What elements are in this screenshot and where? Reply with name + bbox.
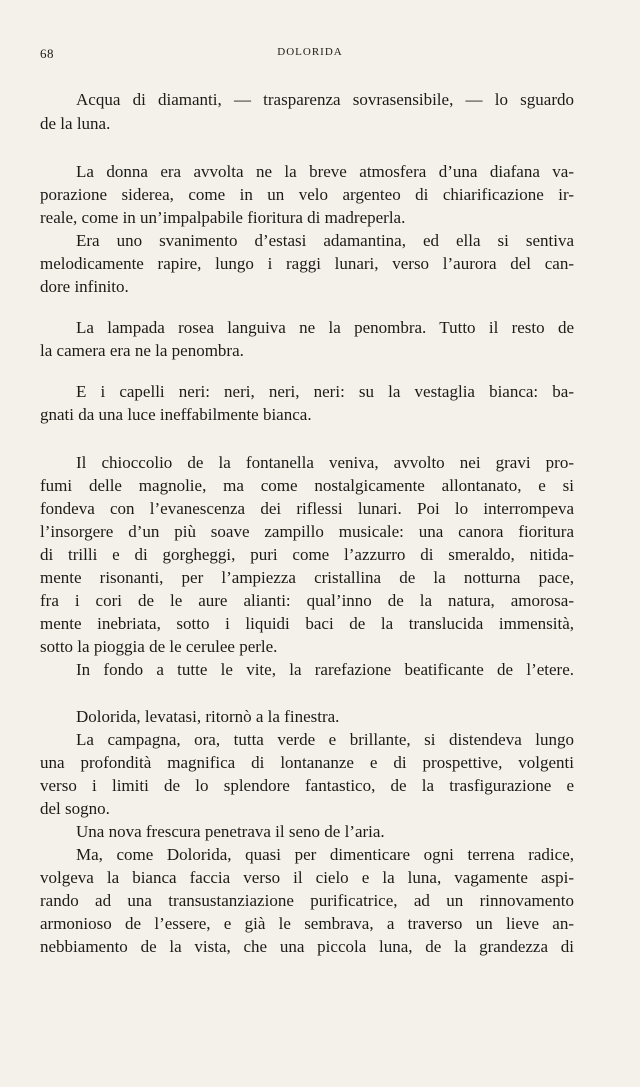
text-line: una profondità magnifica di lontananze e di prospettive, volgenti (40, 753, 574, 772)
text-line: verso i limiti de lo splendore fantastico, de la trasfigurazione e (40, 776, 574, 795)
text-line: nebbiamento de la vista, che una piccola luna, de la grandezza di (40, 937, 574, 956)
text-line: fra i cori de le aure alianti: qual’inno de la natura, amorosa- (40, 591, 574, 610)
text-line: Il chioccolio de la fontanella veniva, avvolto nei gravi pro- (76, 453, 574, 472)
text-line: Dolorida, levatasi, ritornò a la finestra. (76, 707, 340, 726)
text-line: Ma, come Dolorida, quasi per dimenticare ogni terrena radice, (76, 845, 574, 864)
text-line: l’insorgere d’un più soave zampillo musicale: una canora fioritura (40, 522, 574, 541)
text-line: fondeva con l’evanescenza dei riflessi lunari. Poi lo interrompeva (40, 499, 574, 518)
page-header (40, 46, 580, 66)
text-line: volgeva la bianca faccia verso il cielo e la luna, vagamente aspi- (40, 868, 574, 887)
text-line: mente inebriata, sotto i liquidi baci de la translucida immensità, (40, 614, 574, 633)
text-line: dore infinito. (40, 277, 129, 296)
text-line: Acqua di diamanti, — trasparenza sovrasensibile, — lo sguardo (76, 90, 574, 109)
text-line: Era uno svanimento d’estasi adamantina, ed ella si sentiva (76, 231, 574, 250)
text-line: rando ad una transustanziazione purificatrice, ad un rinnovamento (40, 891, 574, 910)
text-line: porazione siderea, come in un velo argenteo di chiarificazione ir- (40, 185, 574, 204)
text-line: la camera era ne la penombra. (40, 341, 244, 360)
page-number: 68 (40, 46, 54, 61)
text-line: sotto la pioggia de le cerulee perle. (40, 637, 278, 656)
text-line: melodicamente rapire, lungo i raggi lunari, verso l’aurora del can- (40, 254, 574, 273)
text-line: del sogno. (40, 799, 110, 818)
text-line: Una nova frescura penetrava il seno de l’aria. (76, 822, 385, 841)
text-line: gnati da una luce ineffabilmente bianca. (40, 405, 312, 424)
text-line: La lampada rosea languiva ne la penombra. Tutto il resto de (76, 318, 574, 337)
text-line: La campagna, ora, tutta verde e brillante, si distendeva lungo (76, 730, 574, 749)
text-line: de la luna. (40, 114, 111, 133)
text-line: di trilli e di gorgheggi, puri come l’azzurro di smeraldo, nitida- (40, 545, 574, 564)
text-line: In fondo a tutte le vite, la rarefazione beatificante de l’etere. (76, 660, 574, 679)
text-line: La donna era avvolta ne la breve atmosfera d’una diafana va- (76, 162, 574, 181)
text-line: E i capelli neri: neri, neri, neri: su la vestaglia bianca: ba- (76, 382, 574, 401)
text-line: mente risonanti, per l’ampiezza cristallina de la notturna pace, (40, 568, 574, 587)
text-line: armonioso de l’essere, e già le sembrava, a traverso un lieve an- (40, 914, 574, 933)
running-head: DOLORIDA (277, 46, 343, 58)
text-line: fumi delle magnolie, ma come nostalgicamente allontanato, e si (40, 476, 574, 495)
text-line: reale, come in un’impalpabile fioritura di madreperla. (40, 208, 406, 227)
